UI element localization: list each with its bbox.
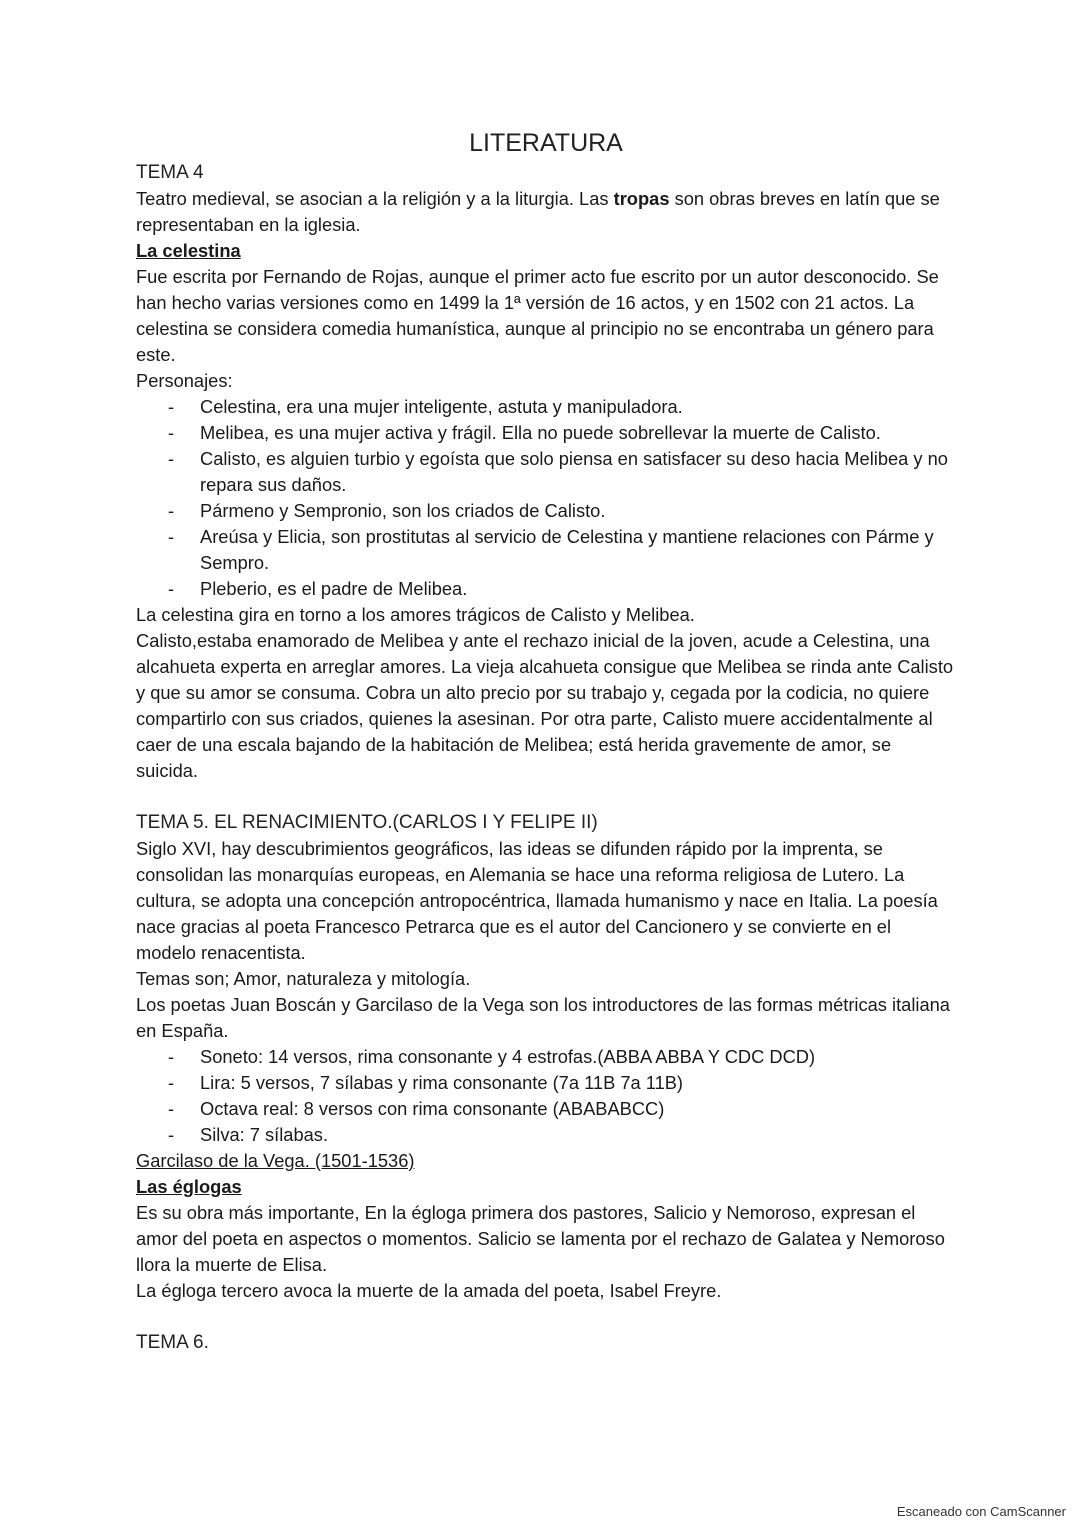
tropas-term: tropas xyxy=(613,188,670,209)
document-title: LITERATURA xyxy=(469,129,623,157)
list-item: - Octava real: 8 versos con rima consonante (ABABABCC) xyxy=(168,1098,665,1119)
list-item: - Melibea, es una mujer activa y frágil. Ella no puede sobrellevar la muerte de Calisto. xyxy=(168,422,881,443)
egloga-tercera-line: La égloga tercero avoca la muerte de la amada del poeta, Isabel Freyre. xyxy=(136,1280,722,1301)
eglogas-paragraph: Es su obra más importante, En la égloga primera dos pastores, Salicio y Nemoroso, expresan el amor del poeta en aspectos o momentos. Salicio se lamenta por el rechazo de Galatea y Nemoroso llora la muerte de Elisa. xyxy=(136,1202,945,1275)
list-item: - Calisto, es alguien turbio y egoísta que solo piensa en satisfacer su deso hacia Melibea y no repara sus daños. xyxy=(168,448,948,495)
document-page xyxy=(136,128,956,1356)
formas-metricas-list xyxy=(136,1044,956,1148)
list-item: - Areúsa y Elicia, son prostitutas al servicio de Celestina y mantiene relaciones con Párme y Sempro. xyxy=(168,526,934,573)
garcilaso-subheading: Garcilaso de la Vega. (1501-1536) xyxy=(136,1150,415,1171)
list-item: - Pleberio, es el padre de Melibea. xyxy=(168,578,468,599)
poetas-paragraph: Los poetas Juan Boscán y Garcilaso de la Vega son los introductores de las formas métricas italiana en España. xyxy=(136,994,950,1041)
tema-4-heading: TEMA 4 xyxy=(136,162,204,183)
list-item: - Pármeno y Sempronio, son los criados de Calisto. xyxy=(168,500,606,521)
tema-5-heading: TEMA 5. EL RENACIMIENTO.(CARLOS I Y FELIPE II) xyxy=(136,812,598,833)
personajes-label: Personajes: xyxy=(136,370,233,391)
list-item: - Celestina, era una mujer inteligente, astuta y manipuladora. xyxy=(168,396,683,417)
temas-line: Temas son; Amor, naturaleza y mitología. xyxy=(136,968,471,989)
eglogas-heading: Las églogas xyxy=(136,1176,242,1197)
scanner-watermark: Escaneado con CamScanner xyxy=(896,1504,1066,1519)
celestina-heading: La celestina xyxy=(136,240,241,261)
renacimiento-paragraph: Siglo XVI, hay descubrimientos geográficos, las ideas se difunden rápido por la imprenta, se consolidan las monarquías europeas, en Alemania se hace una reforma religiosa de Lutero. La cultura, se adopta una concepción antropocéntrica, llamada humanismo y nace en Italia. La poesía nace gracias al poeta Francesco Petrarca que es el autor del Cancionero y se convierte en el modelo renacentista. xyxy=(136,838,938,963)
trama-summary: La celestina gira en torno a los amores trágicos de Calisto y Melibea. xyxy=(136,604,695,625)
list-item: - Lira: 5 versos, 7 sílabas y rima consonante (7a 11B 7a 11B) xyxy=(168,1072,684,1093)
trama-paragraph: Calisto,estaba enamorado de Melibea y ante el rechazo inicial de la joven, acude a Celestina, una alcahueta experta en arreglar amores. La vieja alcahueta consigue que Melibea se rinda ante Calisto y que su amor se consuma. Cobra un alto precio por su trabajo y, cegada por la codicia, no quiere compartirlo con sus criados, quienes la asesinan. Por otra parte, Calisto muere accidentalmente al caer de una escala bajando de la habitación de Melibea; está herida gravemente de amor, se suicida. xyxy=(136,630,954,781)
list-item: - Silva: 7 sílabas. xyxy=(168,1124,329,1145)
celestina-paragraph: Fue escrita por Fernando de Rojas, aunque el primer acto fue escrito por un autor desconocido. Se han hecho varias versiones como en 1499 la 1ª versión de 16 actos, y en 1502 con 21 actos. La celestina se considera comedia humanística, aunque al principio no se encontraba un género para este. xyxy=(136,266,939,365)
personajes-list xyxy=(136,394,956,602)
tema-4-intro: Teatro medieval, se asocian a la religión y a la liturgia. Las tropas son obras breves en latín que se representaban en la iglesia. xyxy=(136,188,940,235)
tema-6-heading: TEMA 6. xyxy=(136,1332,209,1353)
list-item: - Soneto: 14 versos, rima consonante y 4 estrofas.(ABBA ABBA Y CDC DCD) xyxy=(168,1046,816,1067)
